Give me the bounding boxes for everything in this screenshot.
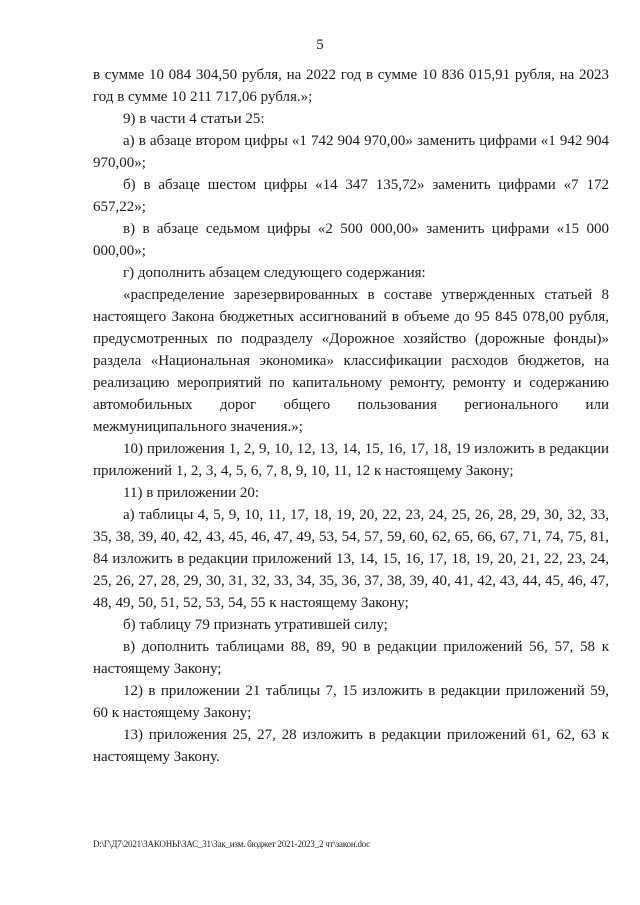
page-number: 5 xyxy=(316,37,324,53)
paragraph-item-11b: б) таблицу 79 признать утратившей силу; xyxy=(123,617,388,633)
paragraph-item-12: 12) в приложении 21 таблицы 7, 15 изложить в редакции приложений 59, 60 к настоящему Закону; xyxy=(93,683,609,721)
paragraph-item-9: 9) в части 4 статьи 25: xyxy=(123,111,265,127)
paragraph-item-9b: б) в абзаце шестом цифры «14 347 135,72» заменить цифрами «7 172 657,22»; xyxy=(93,177,609,215)
file-path-footer: D:\Г\Д7\2021\ЗАКОНЫ\ЗАС_31\Зак_изм. бюджет 2021-2023_2 чт\закон.doc xyxy=(93,839,370,849)
paragraph-item-9c: в) в абзаце седьмом цифры «2 500 000,00» заменить цифрами «15 000 000,00»; xyxy=(93,221,609,259)
paragraph-item-9d: г) дополнить абзацем следующего содержания: xyxy=(123,265,426,281)
paragraph-item-11a: а) таблицы 4, 5, 9, 10, 11, 17, 18, 19, 20, 22, 23, 24, 25, 26, 28, 29, 30, 32, 33, 35, 38, 39, 40, 42, 43, 45, 46, 47, 49, 53, 54, 57, 59, 60, 62, 65, 66, 67, 71, 74, 75, 81, 84 изложить в редакции приложений 13, 14, 15, 16, 17, 18, 19, 20, 21, 22, 23, 24, 25, 26, 27, 28, 29, 30, 31, 32, 33, 34, 35, 36, 37, 38, 39, 40, 41, 42, 43, 44, 45, 46, 47, 48, 49, 50, 51, 52, 53, 54, 55 к настоящему Закону; xyxy=(93,507,609,611)
document-body xyxy=(93,64,609,768)
paragraph-budget-sums: в сумме 10 084 304,50 рубля, на 2022 год в сумме 10 836 015,91 рубля, на 2023 год в сумме 10 211 717,06 рубля.»; xyxy=(93,67,609,105)
paragraph-item-10: 10) приложения 1, 2, 9, 10, 12, 13, 14, 15, 16, 17, 18, 19 изложить в редакции приложений 1, 2, 3, 4, 5, 6, 7, 8, 9, 10, 11, 12 к настоящему Закону; xyxy=(93,441,609,479)
paragraph-quoted-addition: «распределение зарезервированных в составе утвержденных статьей 8 настоящего Закона бюджетных ассигнований в объеме до 95 845 078,00 рубля, предусмотренных по подразделу «Дорожное хозяйство (дорожные фонды)» раздела «Национальная экономика» классификации расходов бюджетов, на реализацию мероприятий по капитальному ремонту, ремонту и содержанию автомобильных дорог общего пользования регионального или межмуниципального значения.»; xyxy=(93,287,609,435)
paragraph-item-11c: в) дополнить таблицами 88, 89, 90 в редакции приложений 56, 57, 58 к настоящему Закону; xyxy=(93,639,609,677)
paragraph-item-9a: а) в абзаце втором цифры «1 742 904 970,00» заменить цифрами «1 942 904 970,00»; xyxy=(93,133,609,171)
paragraph-item-13: 13) приложения 25, 27, 28 изложить в редакции приложений 61, 62, 63 к настоящему Закону. xyxy=(93,727,609,765)
paragraph-item-11: 11) в приложении 20: xyxy=(123,485,260,501)
